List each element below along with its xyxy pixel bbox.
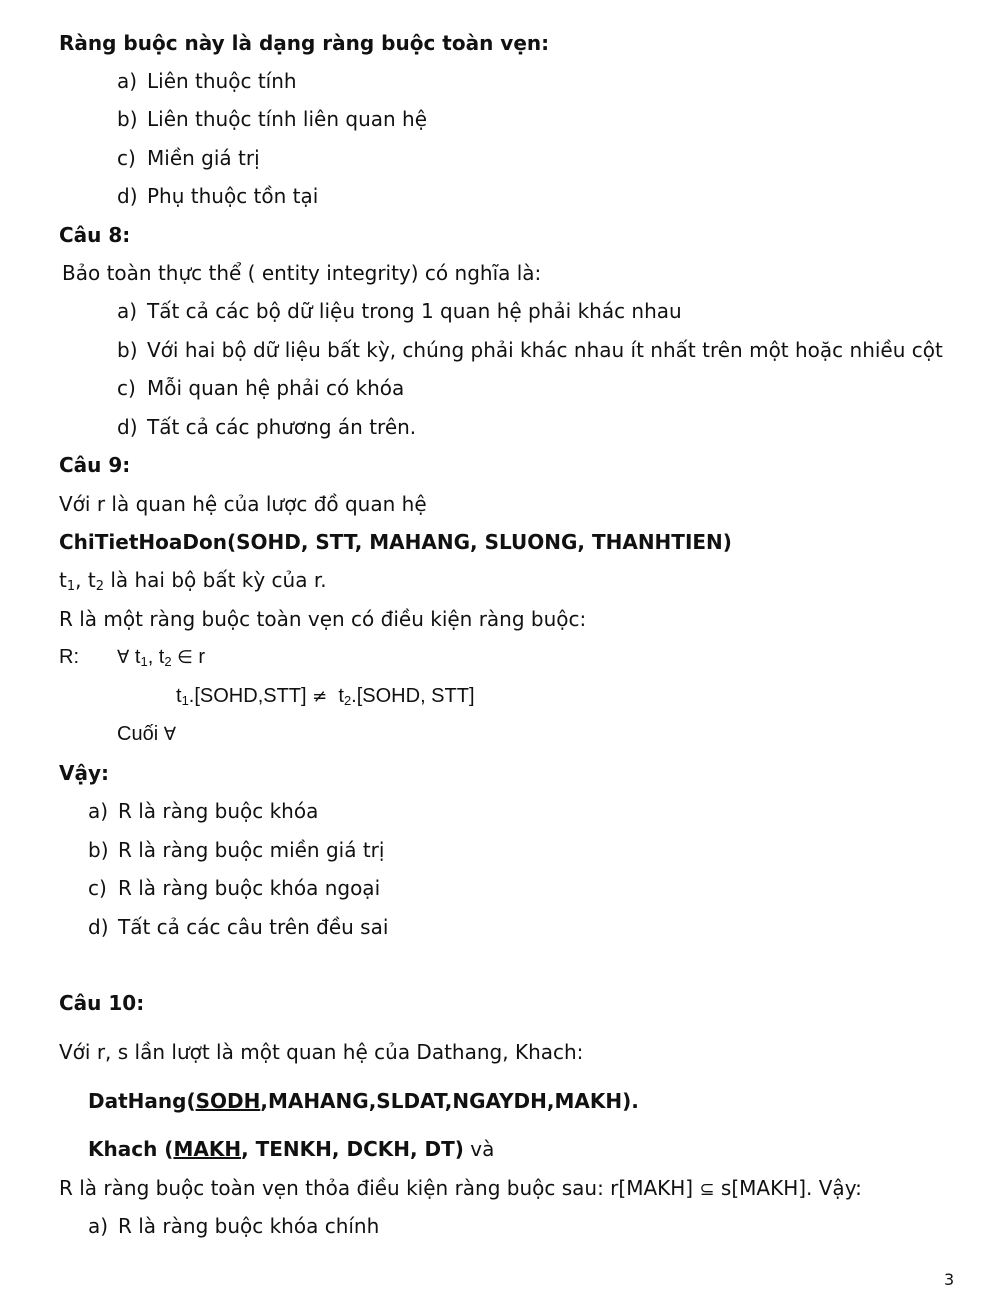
- q10-condition: [59, 1175, 862, 1203]
- q9-option-c: [88, 875, 380, 901]
- option-label: a): [117, 69, 138, 93]
- option-label: c): [117, 146, 136, 170]
- option-label: b): [88, 838, 109, 862]
- q9-intro: Với r là quan hệ của lược đồ quan hệ: [59, 492, 427, 516]
- dathang-schema: [88, 1088, 639, 1114]
- tuple-symbol: t: [59, 568, 67, 592]
- q8-option-b: [117, 337, 943, 363]
- q10-title: Câu 10:: [59, 991, 145, 1015]
- q7-stem: Ràng buộc này là dạng ràng buộc toàn vẹn:: [59, 31, 550, 55]
- rule-relation: r: [198, 646, 206, 668]
- option-label: b): [117, 338, 138, 362]
- rule-end-line: [117, 721, 176, 748]
- option-text: R là ràng buộc khóa chính: [118, 1214, 380, 1238]
- subset-symbol: ⊆: [699, 1179, 715, 1200]
- cond-tuple: t: [176, 685, 182, 707]
- dathang-attrs: ,MAHANG,SLDAT,NGAYDH,MAKH).: [260, 1089, 639, 1113]
- option-label: d): [88, 915, 109, 939]
- rule-quantifier-line: [117, 644, 205, 671]
- rule-subscript: 1: [140, 654, 148, 669]
- option-text: Tất cả các bộ dữ liệu trong 1 quan hệ phải khác nhau: [147, 299, 682, 323]
- tuples-text: là hai bộ bất kỳ của r.: [103, 568, 327, 592]
- q7-option-d: [117, 183, 318, 209]
- q7-option-a: [117, 68, 297, 94]
- option-label: a): [88, 799, 109, 823]
- q7-option-c: [117, 145, 260, 171]
- tuple-separator: , t: [75, 568, 96, 592]
- rule-label: R:: [59, 646, 79, 668]
- option-label: d): [117, 415, 138, 439]
- option-text: Miền giá trị: [147, 146, 260, 170]
- q8-title: Câu 8:: [59, 223, 131, 247]
- option-text: Với hai bộ dữ liệu bất kỳ, chúng phải khác nhau ít nhất trên một hoặc nhiều cột: [147, 338, 943, 362]
- q8-option-d: [117, 414, 416, 440]
- tuple-subscript: 2: [95, 579, 104, 594]
- khach-schema: [88, 1136, 494, 1162]
- cond-left-attrs: .[SOHD,STT]: [188, 685, 307, 707]
- forall-symbol: ∀: [117, 647, 130, 668]
- dathang-key: SODH: [195, 1089, 261, 1113]
- q9-tuples-line: [59, 567, 327, 593]
- rule-tuple: t: [134, 646, 141, 668]
- option-text: R là ràng buộc miền giá trị: [118, 838, 385, 862]
- q8-option-a: [117, 298, 682, 324]
- option-text: Tất cả các câu trên đều sai: [118, 915, 389, 939]
- q8-stem: Bảo toàn thực thể ( entity integrity) có nghĩa là:: [62, 261, 542, 285]
- rule-condition-line: [176, 683, 475, 710]
- khach-key: MAKH: [173, 1137, 242, 1161]
- q9-constraint-intro: R là một ràng buộc toàn vẹn có điều kiện ràng buộc:: [59, 607, 587, 631]
- q10-option-a: [88, 1213, 379, 1239]
- option-label: d): [117, 184, 138, 208]
- tuple-subscript: 1: [66, 579, 76, 594]
- q9-option-d: [88, 914, 388, 940]
- option-text: R là ràng buộc khóa: [118, 799, 319, 823]
- q8-option-c: [117, 375, 404, 401]
- dathang-prefix: DatHang(: [88, 1089, 196, 1113]
- q9-schema: ChiTietHoaDon(SOHD, STT, MAHANG, SLUONG, THANHTIEN): [59, 530, 732, 554]
- option-text: R là ràng buộc khóa ngoại: [118, 876, 381, 900]
- khach-prefix: Khach (: [88, 1137, 174, 1161]
- q9-title: Câu 9:: [59, 453, 131, 477]
- option-label: a): [88, 1214, 109, 1238]
- rule-end-text: Cuối: [117, 723, 159, 745]
- q9-option-a: [88, 798, 318, 824]
- condition-text-end: s[MAKH]. Vậy:: [720, 1176, 862, 1200]
- q7-option-b: [117, 106, 427, 132]
- forall-symbol: ∀: [163, 724, 177, 745]
- option-text: Tất cả các phương án trên.: [147, 415, 417, 439]
- not-equal-symbol: ≠: [312, 686, 328, 707]
- option-label: a): [117, 299, 138, 323]
- cond-tuple: t: [338, 685, 344, 707]
- option-text: Phụ thuộc tồn tại: [147, 184, 319, 208]
- q9-conclusion: Vậy:: [59, 761, 110, 785]
- cond-subscript: 2: [343, 693, 352, 708]
- rule-subscript: 2: [164, 654, 172, 669]
- option-label: b): [117, 107, 138, 131]
- q9-option-b: [88, 837, 384, 863]
- cond-subscript: 1: [181, 693, 189, 708]
- element-of-symbol: ∈: [177, 647, 193, 668]
- q10-intro: Với r, s lần lượt là một quan hệ của Dathang, Khach:: [59, 1040, 584, 1064]
- option-text: Liên thuộc tính: [147, 69, 297, 93]
- option-text: Liên thuộc tính liên quan hệ: [147, 107, 428, 131]
- cond-right-attrs: .[SOHD, STT]: [351, 685, 475, 707]
- khach-and: và: [463, 1137, 495, 1161]
- page-number: 3: [944, 1270, 955, 1289]
- condition-text: R là ràng buộc toàn vẹn thỏa điều kiện ràng buộc sau: r[MAKH]: [59, 1176, 694, 1200]
- option-text: Mỗi quan hệ phải có khóa: [147, 376, 405, 400]
- rule-separator: , t: [147, 646, 165, 668]
- option-label: c): [88, 876, 107, 900]
- option-label: c): [117, 376, 136, 400]
- khach-attrs: , TENKH, DCKH, DT): [241, 1137, 464, 1161]
